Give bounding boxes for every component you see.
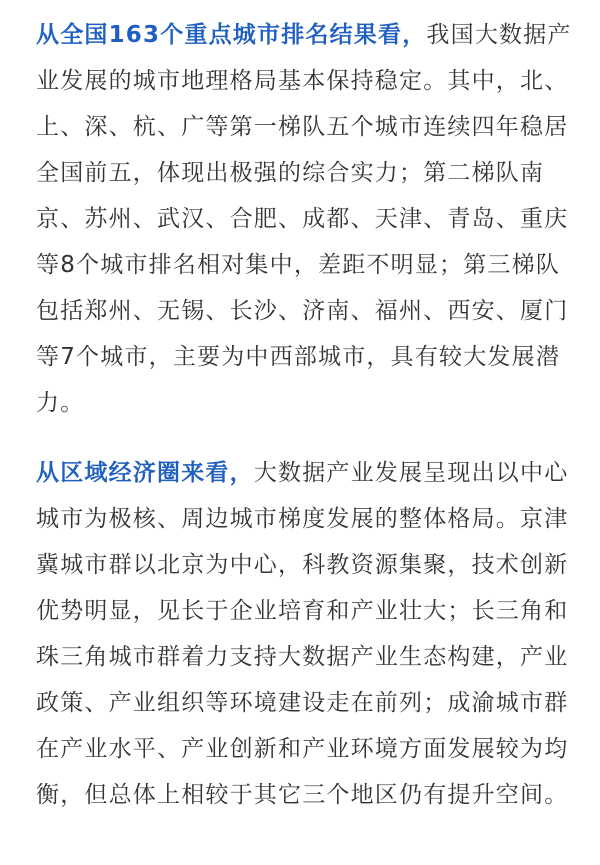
paragraph-lead-heading: 从区域经济圈来看，: [36, 460, 254, 486]
paragraph-body-text: 大数据产业发展呈现出以中心城市为极核、周边城市梯度发展的整体格局。京津冀城市群以北京为中心，科教资源集聚，技术创新优势明显，见长于企业培育和产业壮大；长三角和珠三角城市群着力支持大数据产业生态构建，产业政策、产业组织等环境建设走在前列；成渝城市群在产业水平、产业创新和产业环境方面发展较为均衡，但总体上相较于其它三个地区仍有提升空间。: [36, 460, 569, 808]
paragraph-city-ranking: [36, 12, 576, 426]
paragraph-body-text: 我国大数据产业发展的城市地理格局基本保持稳定。其中，北、上、深、杭、广等第一梯队五个城市连续四年稳居全国前五，体现出极强的综合实力；第二梯队南京、苏州、武汉、合肥、成都、天津、青岛、重庆等8个城市排名相对集中，差距不明显；第三梯队包括郑州、无锡、长沙、济南、福州、西安、厦门等7个城市，主要为中西部城市，具有较大发展潜力。: [36, 22, 572, 416]
paragraph-regional-economy: [36, 450, 576, 818]
paragraph-lead-heading: 从全国163个重点城市排名结果看，: [36, 22, 427, 48]
article-body: [36, 0, 576, 818]
